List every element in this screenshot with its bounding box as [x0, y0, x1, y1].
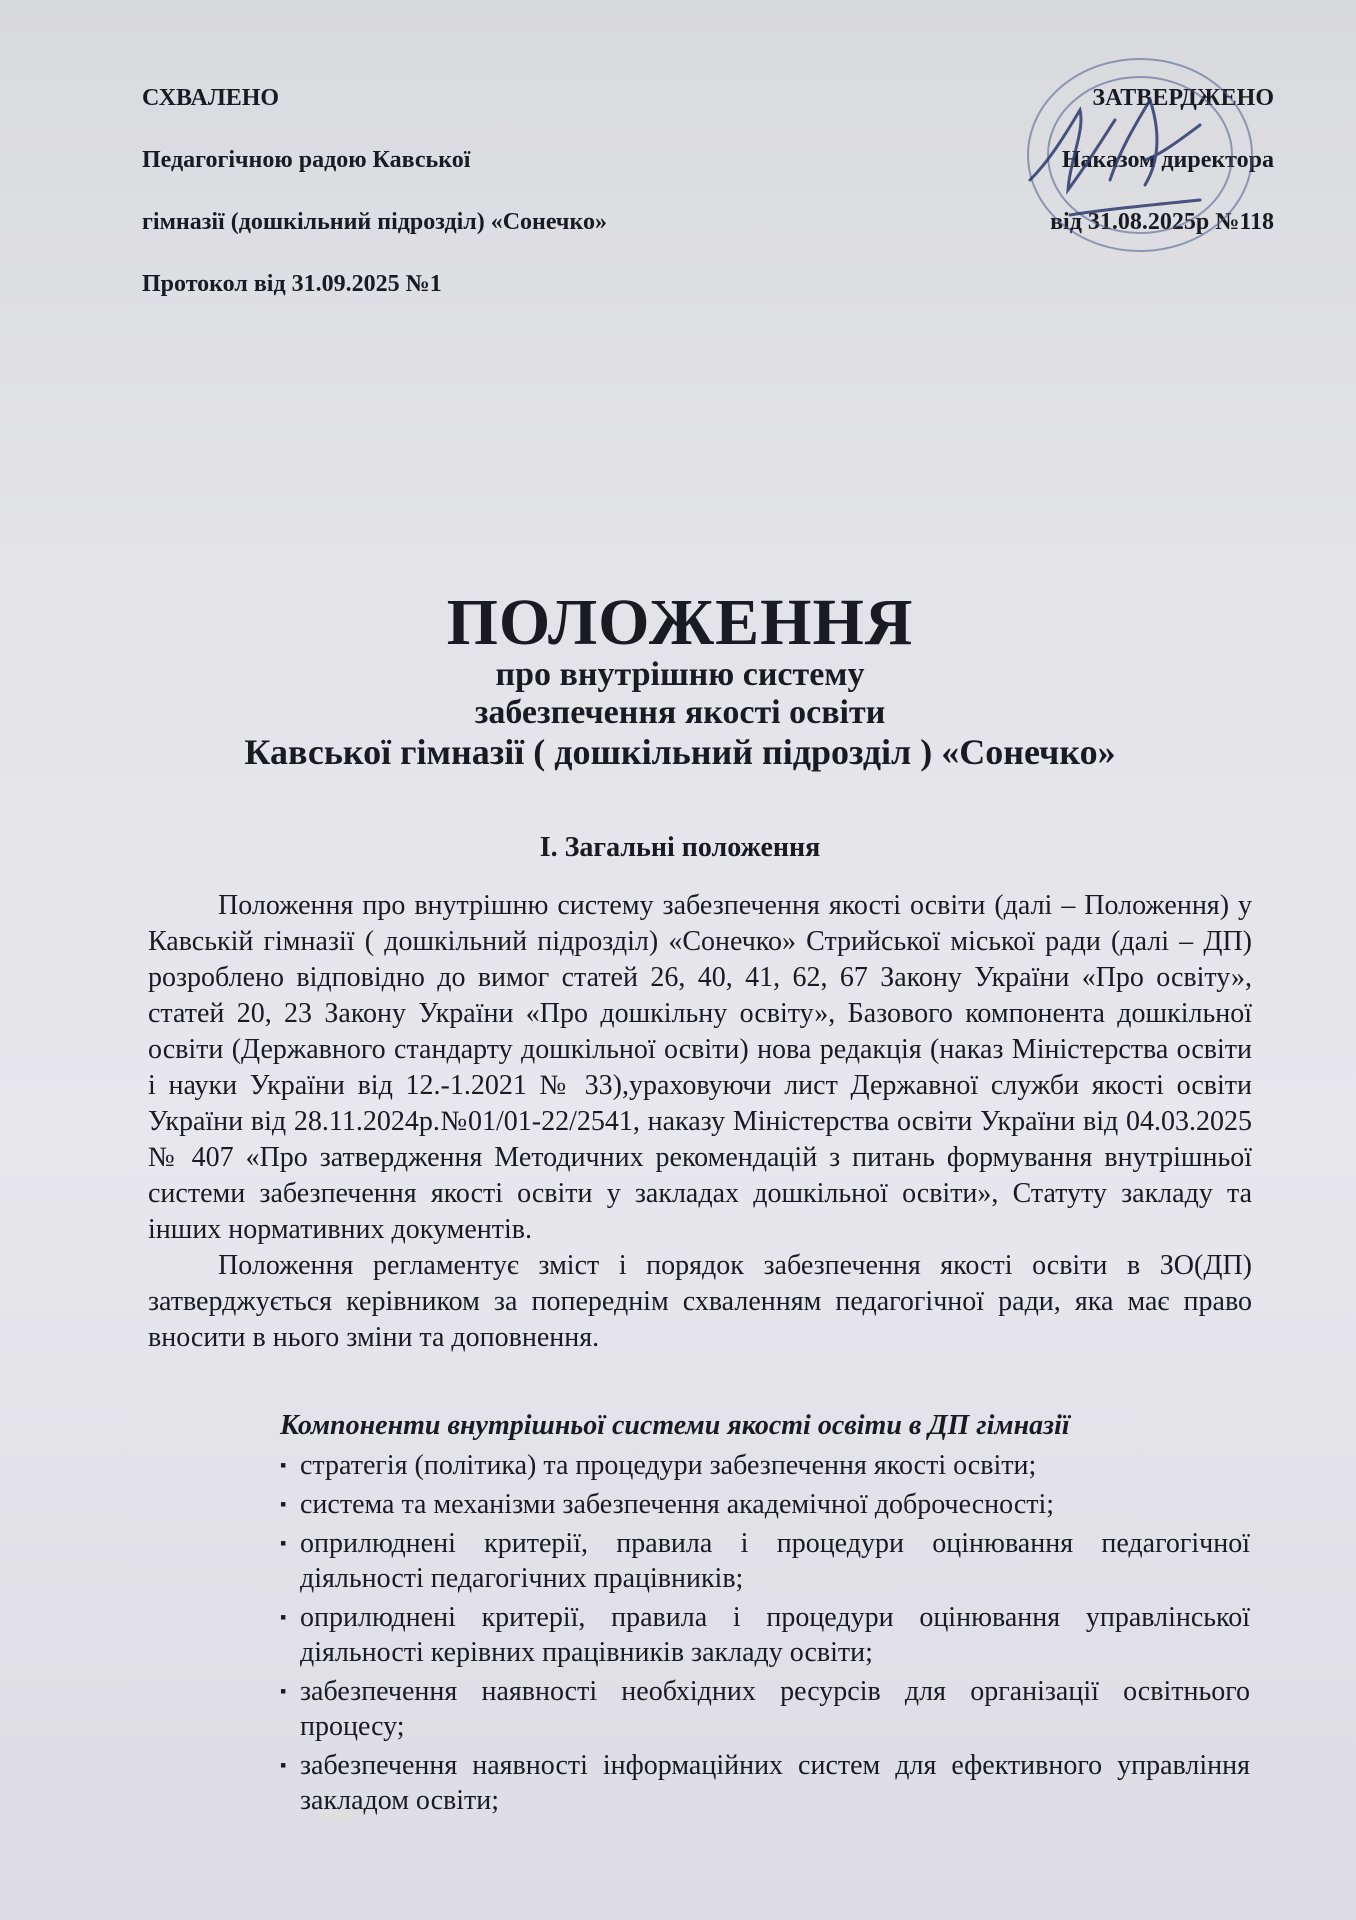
confirmed-label: ЗАТВЕРДЖЕНО — [1092, 85, 1274, 111]
document-subtitle-3: Кавської гімназії ( дошкільний підрозділ ) «Сонечко» — [244, 732, 1116, 772]
document-title: ПОЛОЖЕННЯ — [446, 586, 914, 659]
institution-line: гімназії (дошкільний підрозділ) «Сонечко» — [142, 209, 607, 235]
list-item: ▪ система та механізми забезпечення академічної доброчесності; — [280, 1489, 1055, 1520]
section-heading: І. Загальні положення — [539, 832, 821, 863]
section-body — [148, 888, 1252, 1356]
document-subtitle-2: забезпечення якості освіти — [474, 694, 886, 731]
approved-label: СХВАЛЕНО — [142, 85, 280, 111]
document-subtitle-1: про внутрішню систему — [495, 656, 865, 693]
council-line: Педагогічною радою Кавської — [142, 147, 471, 173]
bullet-icon: ▪ — [280, 1494, 287, 1514]
list-item: ▪ оприлюднені критерії, правила і процедури оцінювання педагогічної діяльності педагогічних працівників; — [280, 1528, 1250, 1594]
bullet-icon: ▪ — [280, 1607, 287, 1627]
list-item: ▪ забезпечення наявності необхідних ресурсів для організації освітнього процесу; — [280, 1676, 1250, 1742]
list-item: ▪ оприлюднені критерії, правила і процедури оцінювання управлінської діяльності керівних працівників закладу освіти; — [280, 1602, 1250, 1668]
signature-icon — [1030, 100, 1200, 215]
list-item: ▪ стратегія (політика) та процедури забезпечення якості освіти; — [280, 1450, 1037, 1481]
paragraph-1: Положення про внутрішню систему забезпечення якості освіти (далі – Положення) у Кавській гімназії ( дошкільний підрозділ) «Сонечко» Стрийської міської ради (далі – ДП) розроблено відповідно до вимог статей 26, 40, 41, 62, 67 Закону України «Про освіту», статей 20, 23 Закону України «Про дошкільну освіту», Базового компонента дошкільної освіти (Державного стандарту дошкільної освіти) нова редакція (наказ Міністерства освіти і науки України від 12.-1.2021 № 33),ураховуючи лист Державної служби якості освіти України від 28.11.2024р.№01/01-22/2541, наказу Міністерства освіти України від 04.03.2025 № 407 «Про затвердження Методичних рекомендацій з питань формування внутрішньої системи забезпечення якості освіти у закладах дошкільної освіти», Статуту закладу та інших нормативних документів. — [148, 890, 1252, 1245]
bullet-icon: ▪ — [280, 1455, 287, 1475]
paragraph-2: Положення регламентує зміст і порядок забезпечення якості освіти в ЗО(ДП) затверджується керівником за попереднім схваленням педагогічної ради, яка має право вносити в нього зміни та доповнення. — [148, 1250, 1252, 1353]
bullet-icon: ▪ — [280, 1533, 287, 1553]
order-date-line: від 31.08.2025р №118 — [1050, 209, 1274, 235]
approval-block-left — [142, 86, 607, 334]
document-title-block — [80, 586, 1280, 772]
bullet-icon: ▪ — [280, 1755, 287, 1775]
bullet-icon: ▪ — [280, 1681, 287, 1701]
components-heading: Компоненти внутрішньої системи якості освіти в ДП гімназії — [280, 1410, 1070, 1441]
protocol-line: Протокол від 31.09.2025 №1 — [142, 271, 442, 297]
list-item: ▪ забезпечення наявності інформаційних систем для ефективного управління закладом освіти; — [280, 1750, 1250, 1816]
official-stamp-icon — [1010, 40, 1270, 270]
components-list — [280, 1448, 1250, 1822]
order-line: Наказом директора — [1061, 147, 1274, 173]
